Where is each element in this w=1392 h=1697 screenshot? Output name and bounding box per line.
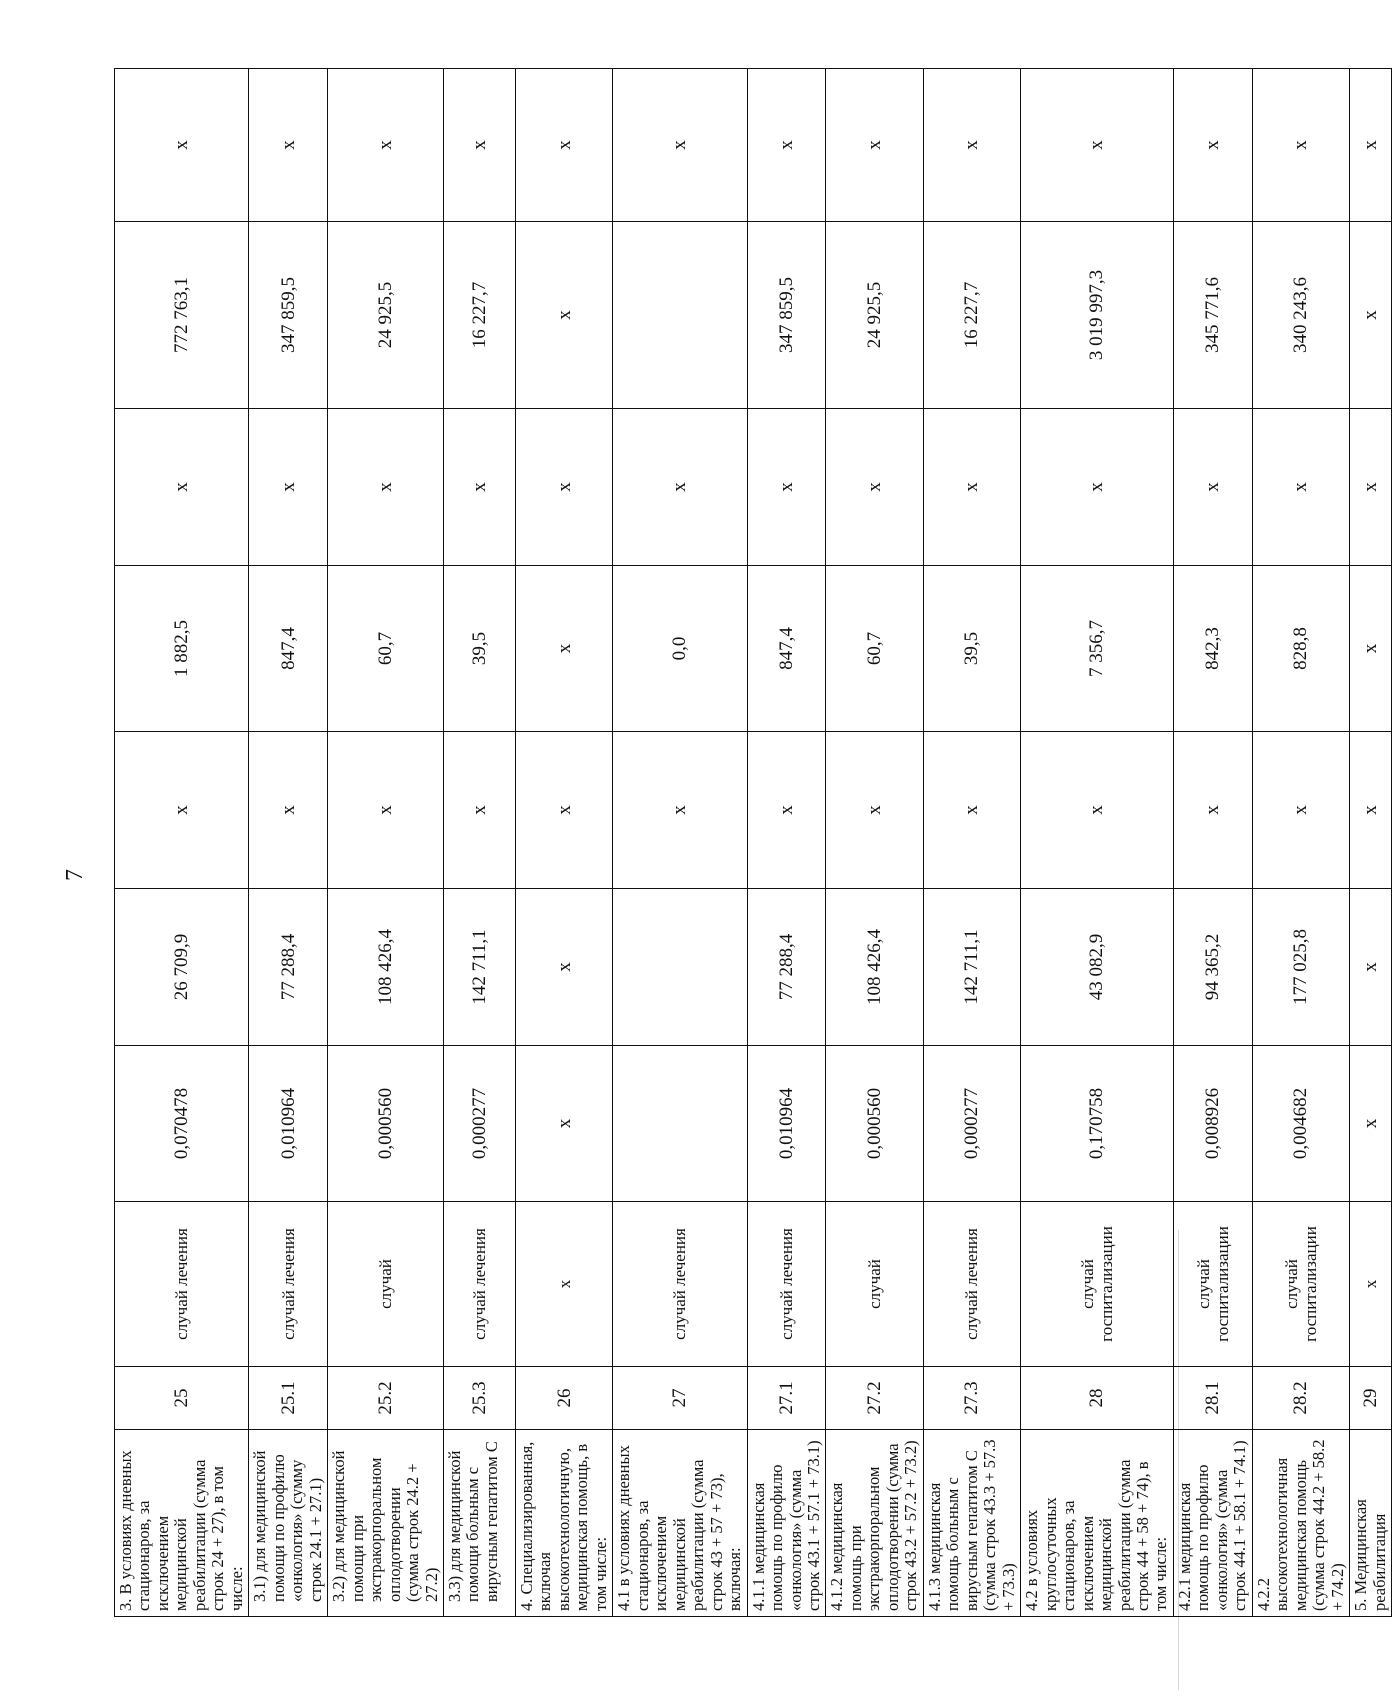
unit-cell: случай лечения — [747, 1202, 826, 1367]
sum-cell — [613, 222, 747, 409]
col7-cell: х — [1021, 409, 1174, 566]
col6-cell: 847,4 — [249, 566, 328, 732]
table-row — [328, 69, 444, 1617]
col9-cell: х — [515, 69, 612, 222]
table-row — [115, 69, 249, 1617]
col9-cell: х — [613, 69, 747, 222]
sum-cell: 347 859,5 — [249, 222, 328, 409]
col7-cell: х — [115, 409, 249, 566]
sum-cell: 347 859,5 — [747, 222, 826, 409]
table-row — [1173, 69, 1252, 1617]
sum-cell: 24 925,5 — [328, 222, 444, 409]
volume-cell: 0,010964 — [747, 1046, 826, 1202]
col6-cell: 842,3 — [1173, 566, 1252, 732]
col5-cell: х — [115, 732, 249, 889]
volume-cell: х — [1350, 1046, 1392, 1202]
volume-cell — [613, 1046, 747, 1202]
row-code: 28.2 — [1252, 1367, 1349, 1430]
col6-cell: 60,7 — [328, 566, 444, 732]
row-name: 3.2) для медицинской помощи при экстракорпоральном оплодотворении (сумма строк 24.2 + 27.2) — [328, 1430, 444, 1617]
col7-cell: х — [613, 409, 747, 566]
unit-cell: случай госпитализации — [1173, 1202, 1252, 1367]
volume-cell: 0,000277 — [923, 1046, 1020, 1202]
col5-cell: х — [328, 732, 444, 889]
volume-cell: 0,010964 — [249, 1046, 328, 1202]
table-row — [249, 69, 328, 1617]
volume-cell: 0,000560 — [328, 1046, 444, 1202]
row-code: 27.1 — [747, 1367, 826, 1430]
col5-cell: х — [1173, 732, 1252, 889]
sum-cell: 24 925,5 — [826, 222, 923, 409]
row-code: 27.2 — [826, 1367, 923, 1430]
col6-cell: 1 882,5 — [115, 566, 249, 732]
col9-cell: х — [115, 69, 249, 222]
col7-cell: х — [515, 409, 612, 566]
col9-cell: х — [1350, 69, 1392, 222]
table-row — [515, 69, 612, 1617]
row-name: 3.3) для медицинской помощи больным с вирусным гепатитом С — [443, 1430, 515, 1617]
sum-cell: 3 019 997,3 — [1021, 222, 1174, 409]
row-code: 28 — [1021, 1367, 1174, 1430]
cost-cell: 108 426,4 — [826, 889, 923, 1046]
table-row — [747, 69, 826, 1617]
col6-cell: 7 356,7 — [1021, 566, 1174, 732]
row-name: 4.2.2 высокотехнологичная медицинская помощь (сумма строк 44.2 + 58.2 + 74.2) — [1252, 1430, 1349, 1617]
cost-cell: 142 711,1 — [923, 889, 1020, 1046]
sum-cell: х — [515, 222, 612, 409]
col9-cell: х — [249, 69, 328, 222]
cost-cell: 43 082,9 — [1021, 889, 1174, 1046]
row-name: 3.1) для медицинской помощи по профилю «онкология» (сумму строк 24.1 + 27.1) — [249, 1430, 328, 1617]
volume-cell: х — [515, 1046, 612, 1202]
row-name: 5. Медицинская реабилитация — [1350, 1430, 1392, 1617]
row-name: 4.2 в условиях круглосуточных стационаров, за исключением медицинской реабилитации (сумма строк 44 + 58 + 74), в том числе: — [1021, 1430, 1174, 1617]
col6-cell: х — [1350, 566, 1392, 732]
row-code: 25.1 — [249, 1367, 328, 1430]
unit-cell: случай лечения — [249, 1202, 328, 1367]
col7-cell: х — [328, 409, 444, 566]
unit-cell: случай лечения — [115, 1202, 249, 1367]
cost-cell: 142 711,1 — [443, 889, 515, 1046]
col5-cell: х — [826, 732, 923, 889]
cost-cell: 177 025,8 — [1252, 889, 1349, 1046]
col9-cell: х — [1021, 69, 1174, 222]
table-row — [613, 69, 747, 1617]
col9-cell: х — [826, 69, 923, 222]
unit-cell: случай госпитализации — [1252, 1202, 1349, 1367]
col7-cell: х — [249, 409, 328, 566]
page-number: 7 — [62, 869, 88, 881]
row-code: 25 — [115, 1367, 249, 1430]
col7-cell: х — [826, 409, 923, 566]
col5-cell: х — [443, 732, 515, 889]
table-row — [826, 69, 923, 1617]
row-code: 27 — [613, 1367, 747, 1430]
col5-cell: х — [747, 732, 826, 889]
col6-cell: х — [515, 566, 612, 732]
col9-cell: х — [747, 69, 826, 222]
cost-cell: 77 288,4 — [249, 889, 328, 1046]
sum-cell: 772 763,1 — [115, 222, 249, 409]
row-code: 25.2 — [328, 1367, 444, 1430]
col6-cell: 39,5 — [443, 566, 515, 732]
cost-cell — [613, 889, 747, 1046]
col6-cell: 60,7 — [826, 566, 923, 732]
col9-cell: х — [923, 69, 1020, 222]
table-rotated-container — [114, 69, 1389, 1617]
sum-cell: 345 771,6 — [1173, 222, 1252, 409]
unit-cell: случай — [826, 1202, 923, 1367]
col5-cell: х — [1252, 732, 1349, 889]
row-code: 25.3 — [443, 1367, 515, 1430]
table-row — [923, 69, 1020, 1617]
sum-cell: 16 227,7 — [443, 222, 515, 409]
row-code: 26 — [515, 1367, 612, 1430]
col9-cell: х — [328, 69, 444, 222]
col7-cell: х — [747, 409, 826, 566]
col6-cell: 828,8 — [1252, 566, 1349, 732]
col5-cell: х — [613, 732, 747, 889]
row-name: 4.1.2 медицинская помощь при экстракорпоральном оплодотворении (сумма строк 43.2 + 57.2 + 73.2) — [826, 1430, 923, 1617]
col5-cell: х — [923, 732, 1020, 889]
sum-cell: х — [1350, 222, 1392, 409]
unit-cell: случай — [328, 1202, 444, 1367]
row-code: 27.3 — [923, 1367, 1020, 1430]
volume-cell: 0,170758 — [1021, 1046, 1174, 1202]
col9-cell: х — [443, 69, 515, 222]
row-code: 28.1 — [1173, 1367, 1252, 1430]
col9-cell: х — [1173, 69, 1252, 222]
sum-cell: 16 227,7 — [923, 222, 1020, 409]
table-row — [443, 69, 515, 1617]
sum-cell: 340 243,6 — [1252, 222, 1349, 409]
row-name: 4.1 в условиях дневных стационаров, за исключением медицинской реабилитации (сумма строк 43 + 57 + 73), включая: — [613, 1430, 747, 1617]
row-name: 4. Специализированная, включая высокотехнологичную, медицинская помощь, в том числе: — [515, 1430, 612, 1617]
col5-cell: х — [515, 732, 612, 889]
col7-cell: х — [1350, 409, 1392, 566]
col7-cell: х — [923, 409, 1020, 566]
col6-cell: 0,0 — [613, 566, 747, 732]
table-row — [1350, 69, 1392, 1617]
row-name: 4.1.3 медицинская помощь больным с вирусным гепатитом С (сумма строк 43.3 + 57.3 + 73.3) — [923, 1430, 1020, 1617]
unit-cell: случай лечения — [443, 1202, 515, 1367]
data-table — [114, 68, 1392, 1617]
row-name: 3. В условиях дневных стационаров, за исключением медицинской реабилитации (сумма строк 24 + 27), в том числе: — [115, 1430, 249, 1617]
table-row — [1252, 69, 1349, 1617]
cost-cell: 94 365,2 — [1173, 889, 1252, 1046]
col7-cell: х — [443, 409, 515, 566]
row-code: 29 — [1350, 1367, 1392, 1430]
volume-cell: 0,004682 — [1252, 1046, 1349, 1202]
cost-cell: 77 288,4 — [747, 889, 826, 1046]
table-row — [1021, 69, 1174, 1617]
unit-cell: х — [515, 1202, 612, 1367]
cost-cell: х — [515, 889, 612, 1046]
col5-cell: х — [1350, 732, 1392, 889]
unit-cell: случай лечения — [613, 1202, 747, 1367]
volume-cell: 0,000277 — [443, 1046, 515, 1202]
volume-cell: 0,000560 — [826, 1046, 923, 1202]
col7-cell: х — [1173, 409, 1252, 566]
row-name: 4.1.1 медицинская помощь по профилю «онкология» (сумма строк 43.1 + 57.1 + 73.1) — [747, 1430, 826, 1617]
col5-cell: х — [249, 732, 328, 889]
volume-cell: 0,070478 — [115, 1046, 249, 1202]
row-name: 4.2.1 медицинская помощь по профилю «онкология» (сумма строк 44.1 + 58.1 + 74.1) — [1173, 1430, 1252, 1617]
col6-cell: 39,5 — [923, 566, 1020, 732]
cost-cell: 108 426,4 — [328, 889, 444, 1046]
col5-cell: х — [1021, 732, 1174, 889]
col6-cell: 847,4 — [747, 566, 826, 732]
volume-cell: 0,008926 — [1173, 1046, 1252, 1202]
cost-cell: 26 709,9 — [115, 889, 249, 1046]
cost-cell: х — [1350, 889, 1392, 1046]
unit-cell: х — [1350, 1202, 1392, 1367]
unit-cell: случай госпитализации — [1021, 1202, 1174, 1367]
unit-cell: случай лечения — [923, 1202, 1020, 1367]
col9-cell: х — [1252, 69, 1349, 222]
col7-cell: х — [1252, 409, 1349, 566]
